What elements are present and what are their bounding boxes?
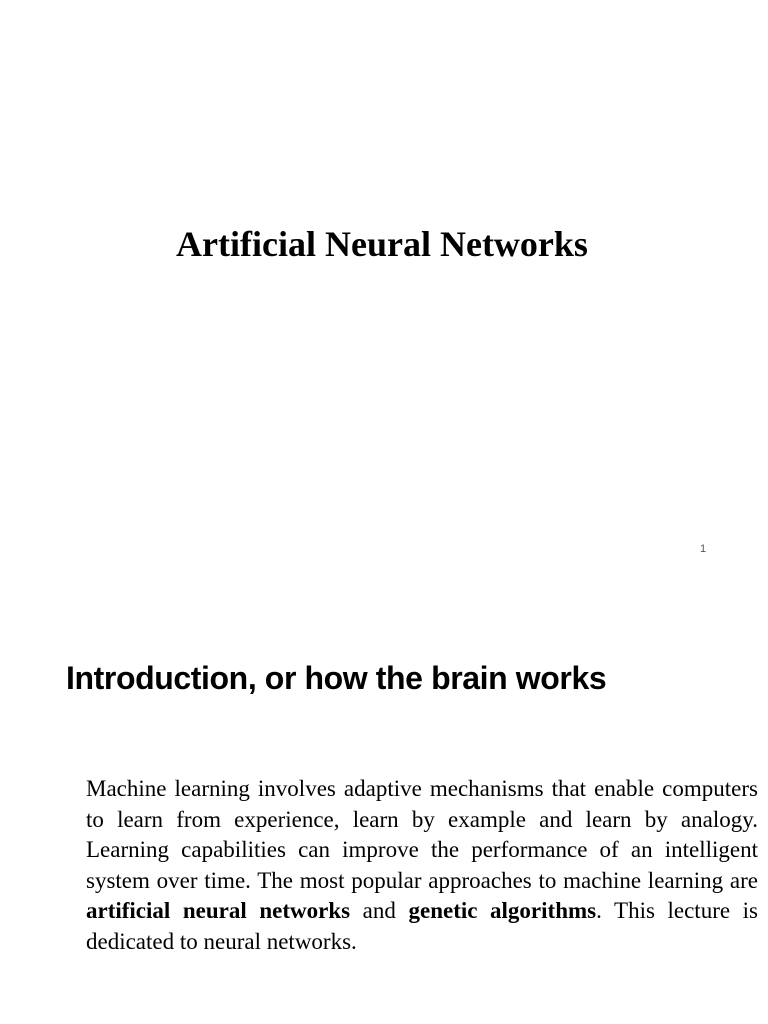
section-heading: Introduction, or how the brain works bbox=[66, 660, 607, 696]
introduction-slide bbox=[0, 576, 768, 1024]
slide-title: Artificial Neural Networks bbox=[176, 224, 588, 264]
intro-paragraph bbox=[86, 774, 758, 958]
paragraph-bold-term-ga: genetic algorithms bbox=[408, 898, 597, 924]
page-number: 1 bbox=[700, 543, 707, 555]
paragraph-bold-term-ann: artificial neural networks bbox=[86, 898, 351, 924]
paragraph-text-part1: Machine learning involves adaptive mechanisms that enable computers to learn from experience, learn by example and learn by analogy. Learning capabilities can improve the performance of an intelligent system over time. The most popular approaches to machine learning are bbox=[86, 776, 758, 893]
paragraph-text-part3: . This lecture is dedicated to neural networks. bbox=[86, 898, 758, 954]
paragraph-text-part2: and bbox=[350, 898, 409, 924]
